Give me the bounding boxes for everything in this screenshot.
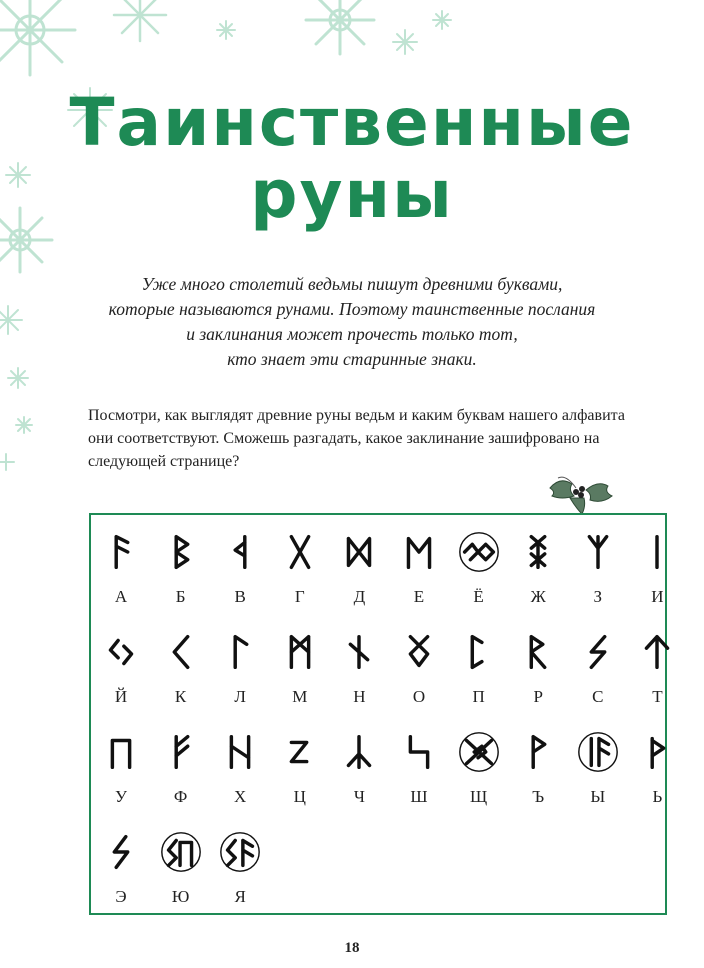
rune-cell	[449, 529, 509, 609]
rune-letter: Б	[175, 587, 186, 606]
intro-line: кто знает эти старинные знаки.	[227, 349, 477, 369]
rune-letter: Н	[353, 687, 366, 706]
rune-letter: Ф	[173, 787, 188, 806]
rune-glyph-icon	[277, 629, 323, 675]
rune-glyph-icon	[277, 529, 323, 575]
rune-letter: И	[651, 587, 664, 606]
rune-cell	[329, 729, 389, 809]
rune-cell	[151, 529, 211, 609]
rune-letter: Ъ	[532, 787, 545, 806]
rune-glyph-icon	[158, 529, 204, 575]
rune-cell	[329, 529, 389, 609]
rune-letter: С	[592, 687, 604, 706]
rune-cell	[91, 729, 151, 809]
rune-letter: М	[292, 687, 308, 706]
rune-cell	[210, 729, 270, 809]
rune-glyph-icon	[515, 729, 561, 775]
rune-glyph-icon	[515, 529, 561, 575]
rune-letter: Ю	[171, 887, 190, 906]
rune-glyph-icon	[396, 529, 442, 575]
rune-cell	[151, 829, 211, 909]
intro-line: и заклинания может прочесть только тот,	[186, 324, 518, 344]
rune-letter: Ь	[652, 787, 663, 806]
rune-glyph-icon	[336, 629, 382, 675]
rune-cell	[329, 629, 389, 709]
rune-glyph-icon	[634, 529, 680, 575]
rune-cell	[270, 629, 330, 709]
rune-cell	[389, 729, 449, 809]
rune-glyph-icon	[396, 729, 442, 775]
rune-glyph-icon	[217, 729, 263, 775]
rune-cell	[151, 629, 211, 709]
rune-letter: Ж	[530, 587, 546, 606]
rune-letter: Ш	[410, 787, 428, 806]
rune-letter: А	[114, 587, 128, 606]
rune-letter: Ч	[353, 787, 365, 806]
rune-letter: П	[472, 687, 485, 706]
rune-letter: Ы	[590, 787, 606, 806]
rune-glyph-icon	[515, 629, 561, 675]
rune-cell	[449, 629, 509, 709]
rune-glyph-icon	[158, 829, 204, 875]
rune-cell	[568, 629, 628, 709]
rune-cell	[210, 629, 270, 709]
rune-glyph-icon	[456, 729, 502, 775]
rune-letter: Т	[652, 687, 663, 706]
rune-cell	[508, 629, 568, 709]
body-paragraph: Посмотри, как выглядят древние руны ведьм и каким буквам нашего алфавита они соответствуют. Сможешь разгадать, какое заклинание зашифровано на следующей странице?	[88, 407, 625, 470]
rune-cell	[91, 829, 151, 909]
rune-glyph-icon	[98, 529, 144, 575]
rune-glyph-icon	[98, 729, 144, 775]
rune-letter: Д	[353, 587, 366, 606]
intro-paragraph	[60, 272, 644, 372]
intro-line: Уже много столетий ведьмы пишут древними буквами,	[141, 274, 563, 294]
rune-glyph-icon	[396, 629, 442, 675]
rune-cell	[151, 729, 211, 809]
rune-cell	[627, 529, 687, 609]
rune-letter: У	[114, 787, 128, 806]
intro-line: которые называются рунами. Поэтому таинственные послания	[108, 299, 596, 319]
rune-glyph-icon	[456, 529, 502, 575]
rune-glyph-icon	[277, 729, 323, 775]
rune-letter: Л	[234, 687, 246, 706]
rune-letter: Ё	[473, 587, 484, 606]
rune-letter: З	[593, 587, 603, 606]
rune-letter: Е	[413, 587, 425, 606]
rune-glyph-icon	[217, 829, 263, 875]
rune-glyph-icon	[634, 629, 680, 675]
rune-cell	[210, 529, 270, 609]
rune-glyph-icon	[98, 629, 144, 675]
rune-letter: Ц	[293, 787, 306, 806]
rune-cell	[627, 729, 687, 809]
rune-glyph-icon	[158, 729, 204, 775]
rune-cell	[210, 829, 270, 909]
rune-glyph-icon	[575, 629, 621, 675]
rune-glyph-icon	[575, 729, 621, 775]
rune-cell	[508, 529, 568, 609]
rune-table	[89, 513, 667, 915]
rune-glyph-icon	[634, 729, 680, 775]
page-title-line1: Таинственные	[69, 84, 635, 161]
rune-cell	[508, 729, 568, 809]
page-title-line2: руны	[250, 156, 454, 233]
rune-glyph-icon	[217, 629, 263, 675]
rune-glyph-icon	[336, 529, 382, 575]
rune-letter: Я	[234, 887, 246, 906]
rune-glyph-icon	[336, 729, 382, 775]
rune-cell	[568, 729, 628, 809]
rune-glyph-icon	[575, 529, 621, 575]
rune-glyph-icon	[456, 629, 502, 675]
page-number: 18	[344, 940, 360, 956]
rune-cell	[389, 529, 449, 609]
rune-glyph-icon	[98, 829, 144, 875]
rune-letter: Г	[294, 587, 305, 606]
rune-letter: Э	[115, 887, 127, 906]
rune-letter: Р	[533, 687, 543, 706]
rune-letter: Х	[234, 787, 247, 806]
rune-cell	[91, 629, 151, 709]
rune-cell	[270, 729, 330, 809]
rune-cell	[449, 729, 509, 809]
rune-letter: К	[174, 687, 187, 706]
holly-decoration	[546, 470, 622, 516]
rune-cell	[91, 529, 151, 609]
rune-cell	[568, 529, 628, 609]
rune-cell	[270, 529, 330, 609]
rune-cell	[627, 629, 687, 709]
rune-glyph-icon	[158, 629, 204, 675]
rune-letter: Щ	[470, 787, 488, 806]
rune-glyph-icon	[217, 529, 263, 575]
rune-cell	[389, 629, 449, 709]
rune-letter: Й	[114, 687, 128, 706]
rune-letter: В	[234, 587, 246, 606]
rune-letter: О	[412, 687, 426, 706]
